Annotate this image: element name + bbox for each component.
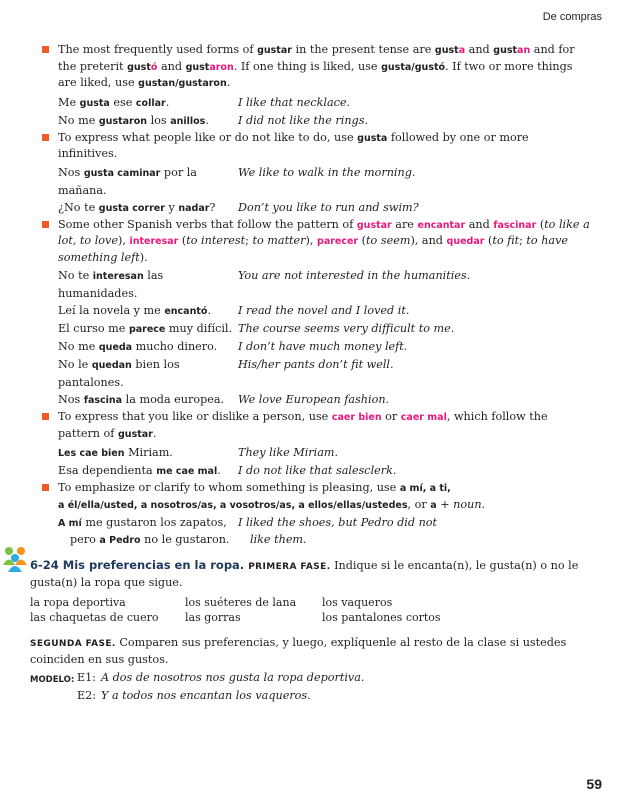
example-row: No te interesan las humanidades. You are not interested in the humanities.: [58, 269, 471, 300]
clothing-list: [30, 595, 590, 625]
list-item: los suéteres de lana: [185, 596, 297, 609]
activity-6-24: 6-24 Mis preferencias en la ropa. PRIMERA FASE. Indique si le encanta(n), le gusta(n) o no le gusta(n) la ropa que sigue.: [30, 558, 579, 589]
list-item: los pantalones cortos: [322, 611, 441, 624]
segunda-fase: SEGUNDA FASE. Comparen sus preferencias, y luego, explíquenle al resto de la clase si ustedes coinciden en sus gustos.: [30, 636, 567, 666]
running-header: De compras: [542, 11, 602, 23]
example-row: pero a Pedro no le gustaron. like them.: [70, 533, 307, 546]
example-row: A mí me gustaron los zapatos, I liked the shoes, but Pedro did not: [58, 516, 438, 529]
modelo-e1: MODELO: E1: A dos de nosotros nos gusta la ropa deportiva.: [30, 671, 365, 685]
bullet-square-icon: [42, 484, 49, 491]
bullet-similar-verbs: Some other Spanish verbs that follow the pattern of gustar are encantar and fascinar (to like a lot, to love), interesar (to interest; to matter), parecer (to seem), and quedar (to fit; to have something left).: [30, 217, 590, 266]
bullet-square-icon: [42, 134, 49, 141]
example-row: El curso me parece muy difícil. The course seems very difficult to me.: [58, 322, 455, 335]
example-row: ¿No te gusta correr y nadar? Don’t you like to run and swim?: [58, 200, 419, 214]
example-row: Nos gusta caminar por la mañana. We like to walk in the morning.: [58, 165, 416, 197]
example-row: No le quedan bien los pantalones. His/her pants don’t fit well.: [58, 358, 394, 389]
example-row: Les cae bien Miriam. They like Miriam.: [58, 446, 339, 459]
list-item: las gorras: [185, 611, 241, 624]
bullet-gustar-forms: The most frequently used forms of gustar in the present tense are gusta and gustan and for the preterit gustó and gustaron. If one thing is liked, use gusta/gustó. If two or more things are liked, use gustan/gustaron.: [30, 42, 590, 92]
bullet-square-icon: [42, 46, 49, 53]
bullet-square-icon: [42, 221, 49, 228]
bullet-emphasize: To emphasize or clarify to whom something is pleasing, use a mí, a ti, a él/ella/usted, a nosotros/as, a vosotros/as, a ellos/ellas/ustedes, or a + noun.: [30, 480, 590, 513]
bullet-gusta-infinitive: To express what people like or do not like to do, use gusta followed by one or more infinitives.: [30, 130, 590, 162]
page-number: 59: [586, 776, 602, 792]
example-row: Me gusta ese collar. I like that necklace.: [58, 95, 351, 109]
list-item: la ropa deportiva: [30, 596, 126, 609]
list-item: las chaquetas de cuero: [30, 611, 159, 624]
example-row: Nos fascina la moda europea. We love European fashion.: [58, 393, 390, 406]
example-row: Esa dependienta me cae mal. I do not like that salesclerk.: [58, 464, 397, 477]
example-row: No me gustaron los anillos. I did not like the rings.: [58, 113, 369, 127]
modelo-e2: E2: Y a todos nos encantan los vaqueros.: [77, 689, 311, 702]
bullet-caer-bien: To express that you like or dislike a person, use caer bien or caer mal, which follow the pattern of gustar.: [30, 409, 590, 442]
example-row: No me queda mucho dinero. I don’t have much money left.: [58, 340, 408, 353]
list-item: los vaqueros: [322, 596, 393, 609]
pair-work-icon: [2, 545, 28, 573]
page-content: [30, 42, 590, 704]
example-row: Leí la novela y me encantó. I read the novel and I loved it.: [58, 304, 410, 317]
bullet-square-icon: [42, 413, 49, 420]
